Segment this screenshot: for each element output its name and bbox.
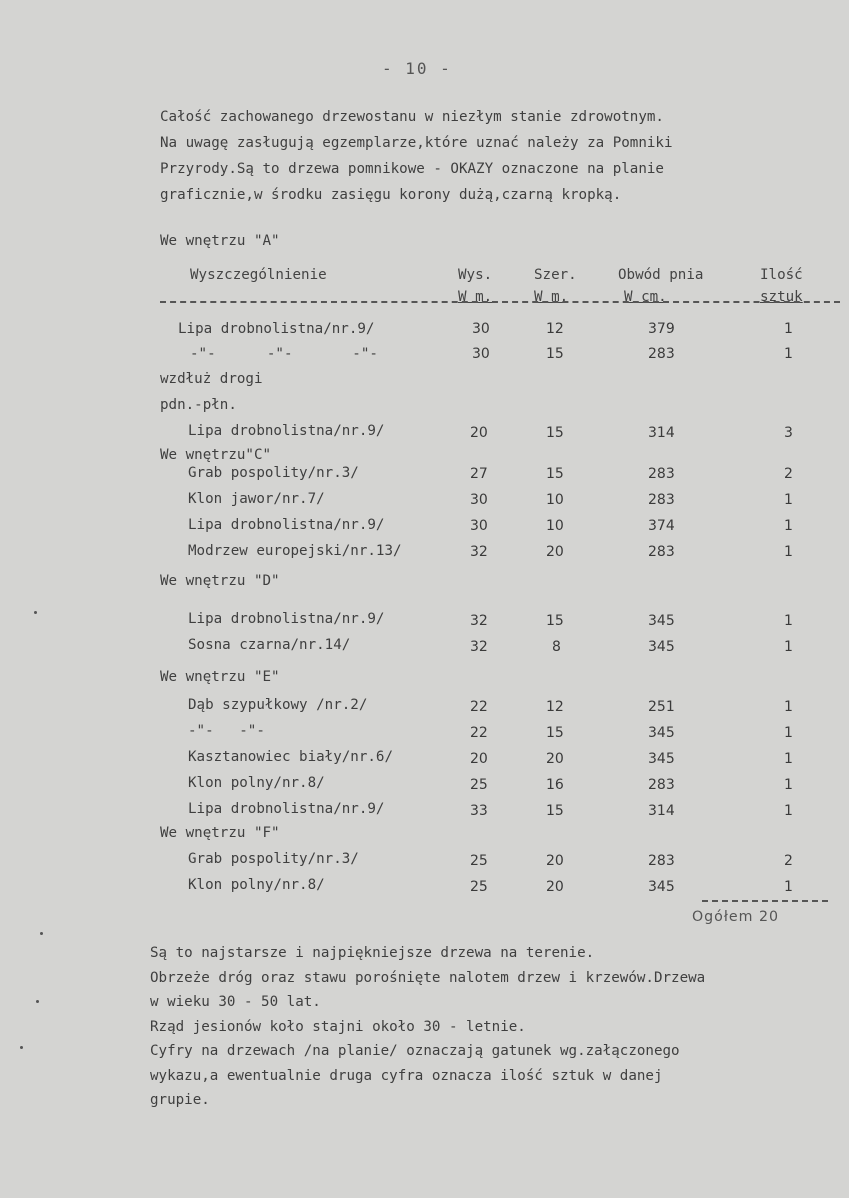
table-cell-girth: 251: [648, 699, 675, 715]
column-header-name: Wyszczególnienie: [190, 267, 327, 283]
table-cell-girth: 345: [648, 613, 675, 629]
table-row-label: Modrzew europejski/nr.13/: [188, 543, 402, 559]
column-header-width-unit: W m.: [534, 289, 569, 305]
table-cell-height: 25: [470, 853, 488, 869]
table-cell-count: 2: [784, 466, 793, 482]
table-row-label: Klon polny/nr.8/: [188, 877, 325, 893]
table-cell-height: 22: [470, 725, 488, 741]
section-heading-d: We wnętrzu "D": [160, 573, 280, 589]
scan-speck: [40, 932, 43, 935]
intro-line: Całość zachowanego drzewostanu w niezłym stanie zdrowotnym.: [160, 109, 664, 125]
table-cell-count: 1: [784, 639, 793, 655]
table-cell-count: 2: [784, 853, 793, 869]
table-row-label: pdn.-płn.: [160, 397, 237, 413]
closing-line: Są to najstarsze i najpiękniejsze drzewa na terenie.: [150, 945, 595, 961]
intro-paragraph: [160, 104, 820, 208]
closing-line: wykazu,a ewentualnie druga cyfra oznacza ilość sztuk w danej: [150, 1067, 663, 1084]
closing-line: w wieku 30 - 50 lat.: [150, 994, 321, 1010]
table-cell-girth: 283: [648, 492, 675, 508]
table-cell-count: 1: [784, 699, 793, 715]
table-cell-girth: 374: [648, 518, 675, 534]
table-cell-count: 1: [784, 725, 793, 741]
table-cell-width: 16: [546, 777, 564, 793]
table-cell-girth: 283: [648, 853, 675, 869]
table-row-label: Klon polny/nr.8/: [188, 775, 325, 791]
table-cell-height: 20: [470, 751, 488, 767]
table-cell-height: 30: [472, 346, 490, 362]
table-cell-girth: 379: [648, 321, 675, 337]
table-cell-count: 1: [784, 321, 793, 337]
column-header-girth: Obwód pnia: [618, 267, 704, 283]
column-header-girth-unit: W cm.: [624, 289, 667, 305]
table-cell-width: 20: [546, 751, 564, 767]
table-cell-height: 32: [470, 613, 488, 629]
table-row-label: Lipa drobnolistna/nr.9/: [188, 611, 385, 627]
table-cell-girth: 283: [648, 544, 675, 560]
table-cell-width: 10: [546, 492, 564, 508]
table-cell-count: 3: [784, 425, 793, 441]
header-rule: [160, 301, 840, 303]
table-row-label: Grab pospolity/nr.3/: [188, 465, 359, 481]
table-cell-count: 1: [784, 346, 793, 362]
table-cell-girth: 314: [648, 803, 675, 819]
table-cell-width: 15: [546, 425, 564, 441]
section-heading-e: We wnętrzu "E": [160, 669, 280, 685]
table-cell-width: 12: [546, 699, 564, 715]
table-cell-height: 30: [470, 518, 488, 534]
table-cell-height: 33: [470, 803, 488, 819]
table-row-label: Klon jawor/nr.7/: [188, 491, 325, 507]
total-rule: [702, 900, 828, 902]
closing-line: grupie.: [150, 1092, 210, 1108]
column-header-width: Szer.: [534, 267, 577, 283]
intro-line: graficznie,w środku zasięgu korony dużą,czarną kropką.: [160, 187, 622, 203]
section-heading-c: We wnętrzu"C": [160, 447, 272, 463]
column-header-count: Ilość: [760, 267, 803, 283]
table-row-label: Lipa drobnolistna/nr.9/: [188, 423, 385, 439]
closing-paragraph: [150, 940, 840, 1112]
table-cell-count: 1: [784, 751, 793, 767]
scan-speck: [34, 611, 37, 614]
table-cell-height: 25: [470, 777, 488, 793]
intro-line: Przyrody.Są to drzewa pomnikowe - OKAZY oznaczone na planie: [160, 161, 664, 177]
table-cell-width: 15: [546, 803, 564, 819]
table-cell-girth: 345: [648, 639, 675, 655]
table-cell-height: 32: [470, 639, 488, 655]
table-cell-width: 20: [546, 853, 564, 869]
table-cell-height: 27: [470, 466, 488, 482]
table-cell-girth: 283: [648, 346, 675, 362]
page-number: - 10 -: [382, 59, 452, 78]
table-cell-width: 15: [546, 346, 564, 362]
table-row-label: Grab pospolity/nr.3/: [188, 851, 359, 867]
table-cell-girth: 345: [648, 725, 675, 741]
column-header-count-unit: sztuk: [760, 289, 803, 305]
column-header-height-unit: W m.: [458, 289, 493, 305]
table-cell-count: 1: [784, 803, 793, 819]
table-cell-girth: 345: [648, 879, 675, 895]
table-cell-width: 10: [546, 518, 564, 534]
table-row-label: Dąb szypułkowy /nr.2/: [188, 697, 368, 713]
table-cell-height: 30: [472, 321, 490, 337]
table-cell-count: 1: [784, 777, 793, 793]
table-cell-count: 1: [784, 492, 793, 508]
table-cell-height: 25: [470, 879, 488, 895]
section-heading-f: We wnętrzu "F": [160, 825, 280, 841]
table-cell-count: 1: [784, 613, 793, 629]
table-cell-width: 8: [552, 639, 561, 655]
table-cell-width: 15: [546, 725, 564, 741]
table-cell-width: 12: [546, 321, 564, 337]
table-cell-count: 1: [784, 518, 793, 534]
table-cell-height: 30: [470, 492, 488, 508]
scan-speck: [20, 1046, 23, 1049]
table-row-label: wzdłuż drogi: [160, 371, 263, 387]
table-cell-count: 1: [784, 879, 793, 895]
table-row-label: -"- -"- -"-: [190, 346, 378, 362]
intro-line: Na uwagę zasługują egzemplarze,które uznać należy za Pomniki: [160, 135, 673, 151]
scan-speck: [36, 1000, 39, 1003]
table-cell-girth: 283: [648, 466, 675, 482]
table-row-label: Lipa drobnolistna/nr.9/: [178, 321, 375, 337]
table-cell-girth: 314: [648, 425, 675, 441]
table-cell-girth: 283: [648, 777, 675, 793]
table-total: Ogółem 20: [692, 909, 779, 925]
table-row-label: Lipa drobnolistna/nr.9/: [188, 801, 385, 817]
table-cell-width: 20: [546, 879, 564, 895]
closing-line: Cyfry na drzewach /na planie/ oznaczają gatunek wg.załączonego: [150, 1043, 680, 1059]
table-cell-width: 20: [546, 544, 564, 560]
closing-line: Obrzeże dróg oraz stawu porośnięte nalotem drzew i krzewów.Drzewa: [150, 969, 706, 986]
table-cell-height: 22: [470, 699, 488, 715]
table-cell-count: 1: [784, 544, 793, 560]
table-row-label: Sosna czarna/nr.14/: [188, 637, 351, 653]
table-row-label: Kasztanowiec biały/nr.6/: [188, 749, 393, 765]
table-cell-height: 20: [470, 425, 488, 441]
section-heading-a: We wnętrzu "A": [160, 233, 280, 249]
closing-line: Rząd jesionów koło stajni około 30 - letnie.: [150, 1018, 526, 1035]
column-header-height: Wys.: [458, 267, 493, 283]
table-row-label: -"- -"-: [188, 723, 265, 739]
table-cell-width: 15: [546, 613, 564, 629]
table-cell-width: 15: [546, 466, 564, 482]
table-cell-girth: 345: [648, 751, 675, 767]
table-row-label: Lipa drobnolistna/nr.9/: [188, 517, 385, 533]
table-cell-height: 32: [470, 544, 488, 560]
